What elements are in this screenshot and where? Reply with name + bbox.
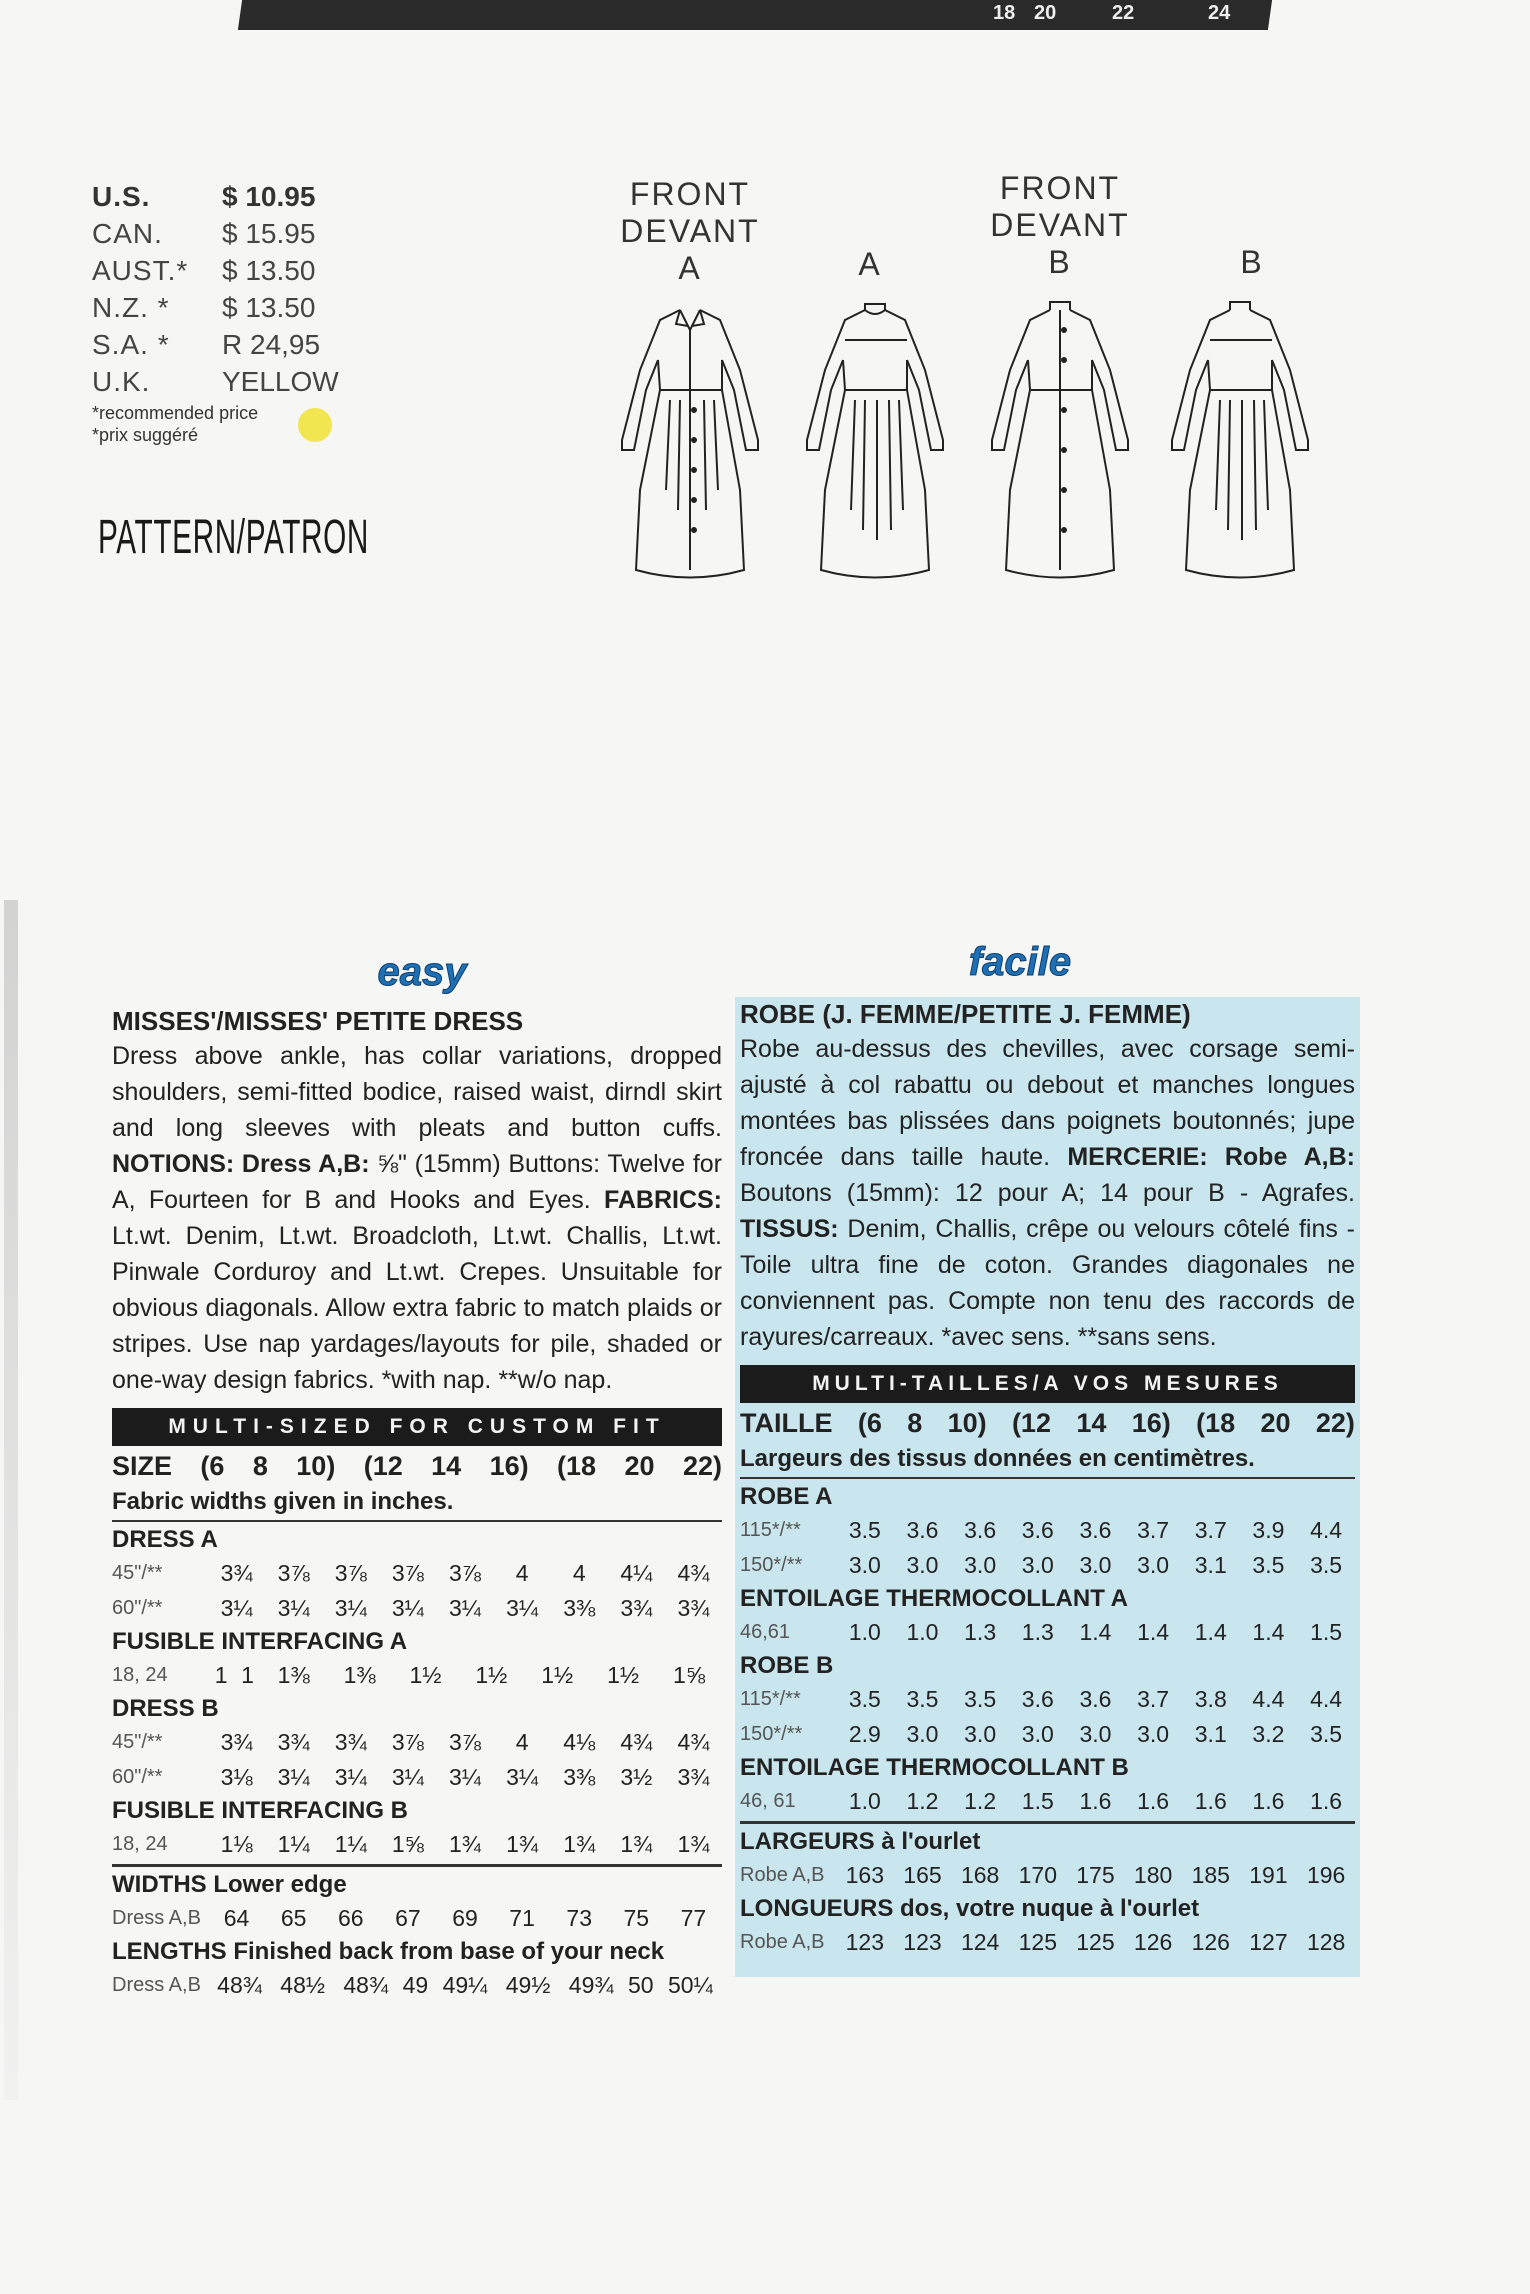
view-a-back-label: A [858,246,882,282]
table-cell: 126 [1133,1929,1173,1955]
row-label: 60"/** [112,1597,163,1619]
table-cell: 3¼ [220,1595,253,1621]
table-row [740,1615,1355,1650]
table-cell: 1¾ [449,1831,481,1857]
easy-label: easy [377,950,467,994]
top-size: 22 [1112,2,1135,24]
table-cell: 3½ [620,1764,653,1790]
view-a-front-label: FRONT DEVANT A [620,176,760,286]
table-cell: 4.4 [1310,1686,1343,1712]
table-cell: 3.0 [964,1721,997,1747]
price-row: S.A. * R 24,95 [92,328,321,360]
table-cell: 1.6 [1137,1788,1170,1814]
pattern-label: PATTERN/PATRON [98,511,370,564]
table-row [112,1725,722,1760]
price-row: N.Z. * $ 13.50 [92,291,316,323]
table-row [740,1717,1355,1752]
table-cell: 1 [214,1662,228,1688]
table-cell: 4¾ [620,1729,653,1755]
french-size-row: TAILLE (6 8 10) (12 14 16) (18 20 22) [740,1407,1355,1438]
table-cell: 123 [845,1929,885,1955]
table-cell: 1.0 [848,1788,881,1814]
table-cell: 3¼ [391,1764,424,1790]
table-cell: 3.0 [1079,1721,1112,1747]
table-cell: 1⅜ [343,1662,376,1688]
table-cell: 1½ [607,1662,640,1688]
table-cell: 1.5 [1310,1619,1343,1645]
table-cell: 1.6 [1252,1788,1285,1814]
table-cell: 3.0 [1137,1721,1170,1747]
table-cell: 4¾ [677,1729,710,1755]
table-cell: 3¾ [677,1595,710,1621]
table-cell: 1¾ [563,1831,596,1857]
row-label: Dress A,B [112,1907,201,1929]
table-cell: 3¼ [334,1595,367,1621]
table-cell: 175 [1076,1862,1115,1888]
row-label: 46,61 [740,1621,791,1643]
table-cell: 1¾ [506,1831,539,1857]
table-cell: 1.4 [1194,1619,1227,1645]
table-cell: 3.6 [906,1517,939,1543]
table-cell: 3.5 [848,1686,881,1712]
french-widths-title: LARGEURS à l'ourlet [740,1828,981,1855]
section-title: DRESS B [112,1695,219,1722]
english-size-row: SIZE (6 8 10) (12 14 16) (18 20 22) [112,1450,722,1481]
table-cell: 3.7 [1137,1517,1170,1543]
table-cell: 1¾ [620,1831,653,1857]
table-cell: 3¾ [620,1595,653,1621]
table-cell: 3.6 [1021,1686,1054,1712]
table-cell: 3.5 [1310,1721,1343,1747]
table-cell: 1 [241,1662,254,1688]
dress-a-back-drawing [807,304,943,578]
facile-label: facile [968,940,1072,984]
table-cell: 3¾ [277,1729,310,1755]
table-cell: 3¼ [334,1764,367,1790]
french-description: Robe au-dessus des chevilles, avec corsage semi-ajusté à col rabattu ou debout et manches longues montées bas plissées dans poignets boutonnés; jupe froncée dans taille haute. MERCERIE: Robe A,B: Boutons (15mm): 12 pour A; 14 pour B - Agrafes. TISSUS: Denim, Challis, crêpe ou velours côtelé fins - Toile ultra fine de coton. Grandes diagonales ne conviennent pas. Compte non tenu des raccords de rayures/carreaux. *avec sens. **sans sens. [740,1035,1356,1351]
table-cell: 168 [960,1862,1000,1888]
table-cell: 3.8 [1194,1686,1227,1712]
table-cell: 1¼ [334,1831,367,1857]
table-cell: 3.6 [1021,1517,1054,1543]
table-cell: 4 [515,1729,529,1755]
table-cell: 3.6 [1079,1517,1112,1543]
table-cell: 1⅝ [391,1831,424,1857]
table-cell: 1.4 [1137,1619,1170,1645]
top-size: 24 [1208,2,1231,24]
table-row [740,1513,1355,1548]
table-row [112,1658,722,1693]
table-cell: 1.0 [906,1619,939,1645]
table-cell: 125 [1018,1929,1057,1955]
section-title: FUSIBLE INTERFACING A [112,1628,408,1655]
table-cell: 2.9 [848,1721,881,1747]
row-label: Robe A,B [740,1864,825,1886]
table-cell: 3⅛ [220,1764,253,1790]
french-widths-table [740,1858,1355,1893]
table-cell: 126 [1191,1929,1230,1955]
table-cell: 49 [402,1972,429,1998]
table-cell: 3.0 [1137,1552,1170,1578]
table-cell: 1.3 [1021,1619,1054,1645]
table-cell: 191 [1249,1862,1288,1888]
table-cell: 75 [623,1905,650,1931]
french-multisize-bar: MULTI-TAILLES/A VOS MESURES [740,1365,1355,1403]
table-cell: 49½ [505,1972,551,1998]
row-label: 46, 61 [740,1790,796,1812]
table-cell: 3¼ [506,1595,539,1621]
table-cell: 3.7 [1194,1517,1227,1543]
english-widths-note: Fabric widths given in inches. [112,1488,454,1515]
french-yardage-table [740,1481,1355,1819]
table-row [112,1827,722,1862]
price-row: AUST.* $ 13.50 [92,254,316,286]
table-cell: 3¼ [449,1764,481,1790]
table-cell: 3⅜ [563,1595,596,1621]
row-label: 45"/** [112,1731,163,1753]
section-table [112,1658,722,1693]
french-section [740,997,1355,1960]
table-row [740,1784,1355,1819]
table-cell: 1.6 [1079,1788,1112,1814]
table-cell: 3⅜ [563,1764,596,1790]
table-cell: 163 [845,1862,885,1888]
table-cell: 48¾ [217,1972,262,1998]
section-title: DRESS A [112,1526,218,1553]
garment-illustrations [600,290,1320,590]
section-table [112,1827,722,1862]
table-cell: 1.2 [964,1788,997,1814]
section-table [740,1784,1355,1819]
table-cell: 1¼ [277,1831,310,1857]
table-cell: 1.6 [1194,1788,1227,1814]
price-row: U.S. $ 10.95 [92,180,316,212]
row-label: Dress A,B [112,1974,201,1996]
price-list [92,178,352,400]
dress-a-front-drawing [622,310,758,578]
table-cell: 3¼ [506,1764,539,1790]
english-lengths-table [112,1968,722,2003]
table-cell: 4¾ [677,1560,710,1586]
table-cell: 128 [1306,1929,1346,1955]
table-cell: 1½ [541,1662,574,1688]
table-cell: 4¼ [620,1560,653,1586]
table-cell: 3¾ [677,1764,710,1790]
table-row [112,1556,722,1591]
price-row: CAN. $ 15.95 [92,217,316,249]
english-section [112,1004,722,2003]
row-label: Robe A,B [740,1931,825,1953]
table-cell: 3¾ [220,1560,253,1586]
table-cell: 3.7 [1137,1686,1170,1712]
table-cell: 3.5 [848,1517,881,1543]
row-label: 60"/** [112,1766,163,1788]
table-cell: 1.5 [1021,1788,1054,1814]
top-size: 18 [993,2,1016,24]
table-cell: 3¾ [334,1729,367,1755]
english-multisize-bar: MULTI-SIZED FOR CUSTOM FIT [112,1408,722,1446]
top-size-labels [0,0,1530,30]
english-widths-table [112,1901,722,1936]
table-cell: 1.4 [1252,1619,1285,1645]
section-table [740,1615,1355,1650]
table-cell: 3.5 [906,1686,939,1712]
table-row [112,1760,722,1795]
table-cell: 3.0 [848,1552,881,1578]
table-cell: 48½ [280,1972,326,1998]
price-row: U.K. YELLOW [92,365,339,397]
top-size: 20 [1034,2,1057,24]
table-cell: 49¾ [568,1972,614,1998]
table-cell: 73 [566,1905,592,1931]
section-table [112,1556,722,1626]
table-cell: 3.1 [1194,1552,1227,1578]
section-table [740,1513,1355,1583]
english-yardage-table [112,1524,722,1862]
table-cell: 3.5 [1252,1552,1285,1578]
table-cell: 127 [1249,1929,1288,1955]
table-cell: 3.0 [964,1552,997,1578]
french-lengths-table [740,1925,1355,1960]
table-cell: 3.2 [1252,1721,1285,1747]
table-cell: 1.0 [848,1619,881,1645]
row-label: 115*/** [740,1688,801,1710]
table-cell: 77 [680,1905,707,1931]
table-row [112,1968,722,2003]
table-cell: 3.0 [1021,1721,1054,1747]
table-cell: 4⅛ [563,1729,596,1755]
table-cell: 49¼ [442,1972,488,1998]
table-cell: 1½ [475,1662,508,1688]
table-cell: 67 [395,1905,421,1931]
table-cell: 1½ [409,1662,442,1688]
section-title: ROBE A [740,1483,833,1510]
table-row [740,1925,1355,1960]
table-cell: 1.2 [906,1788,939,1814]
row-label: 150*/** [740,1554,803,1576]
section-table [740,1682,1355,1752]
table-cell: 3⅞ [449,1560,481,1586]
table-cell: 185 [1191,1862,1230,1888]
table-cell: 180 [1133,1862,1173,1888]
table-cell: 196 [1306,1862,1346,1888]
section-table [112,1725,722,1795]
table-cell: 64 [223,1905,250,1931]
table-cell: 65 [280,1905,307,1931]
table-cell: 66 [337,1905,364,1931]
table-cell: 1¾ [677,1831,710,1857]
table-cell: 3.6 [1079,1686,1112,1712]
table-cell: 3⅞ [334,1560,367,1586]
table-cell: 4.4 [1310,1517,1343,1543]
row-label: 45"/** [112,1562,163,1584]
english-description: Dress above ankle, has collar variations, dropped shoulders, semi-fitted bodice, raised waist, dirndl skirt and long sleeves with pleats and button cuffs. NOTIONS: Dress A,B: ⅝" (15mm) Buttons: Twelve for A, Fourteen for B and Hooks and Eyes. FABRICS: Lt.wt. Denim, Lt.wt. Broadcloth, Lt.wt. Challis, Lt.wt. Pinwale Corduroy and Lt.wt. Crepes. Unsuitable for obvious diagonals. Allow extra fabric to match plaids or stripes. Use nap yardages/layouts for pile, shaded or one-way design fabrics. *with nap. **w/o nap. [112,1042,722,1394]
row-label: 18, 24 [112,1833,168,1855]
table-cell: 123 [903,1929,942,1955]
table-cell: 3⅞ [391,1729,424,1755]
left-edge-strip [4,900,18,2100]
table-cell: 1.3 [964,1619,997,1645]
row-label: 18, 24 [112,1664,168,1686]
french-widths-note: Largeurs des tissus données en centimètres. [740,1445,1255,1472]
row-label: 150*/** [740,1723,803,1745]
table-cell: 3.0 [906,1721,939,1747]
french-title: ROBE (J. FEMME/PETITE J. FEMME) [740,999,1191,1029]
table-row [740,1858,1355,1893]
table-cell: 3¼ [277,1595,310,1621]
table-cell: 1⅜ [277,1662,310,1688]
section-title: ENTOILAGE THERMOCOLLANT B [740,1754,1129,1781]
price-note: *recommended price *prix suggéré [92,403,259,445]
english-lengths-title: LENGTHS Finished back from base of your neck [112,1938,665,1965]
table-cell: 3.0 [1079,1552,1112,1578]
table-cell: 125 [1076,1929,1115,1955]
table-cell: 1.4 [1079,1619,1112,1645]
table-row [112,1591,722,1626]
table-cell: 3.6 [964,1517,997,1543]
table-cell: 3.9 [1252,1517,1285,1543]
table-cell: 3.5 [964,1686,997,1712]
table-cell: 3.1 [1194,1721,1227,1747]
table-cell: 69 [452,1905,478,1931]
table-cell: 3¼ [449,1595,481,1621]
table-cell: 4 [515,1560,529,1586]
dress-b-front-drawing [992,302,1128,578]
table-cell: 48¾ [343,1972,389,1998]
table-cell: 3¼ [391,1595,424,1621]
table-cell: 3.0 [1021,1552,1054,1578]
table-cell: 3⅞ [277,1560,310,1586]
table-row [112,1901,722,1936]
table-cell: 3.5 [1310,1552,1343,1578]
table-cell: 71 [509,1905,535,1931]
table-cell: 50 [627,1972,654,1998]
table-cell: 3⅞ [449,1729,481,1755]
table-cell: 1.6 [1310,1788,1343,1814]
yellow-price-dot [298,408,332,442]
english-title: MISSES'/MISSES' PETITE DRESS [112,1006,524,1036]
row-label: 115*/** [740,1519,801,1541]
table-cell: 4.4 [1252,1686,1285,1712]
section-title: FUSIBLE INTERFACING B [112,1797,409,1824]
table-cell: 170 [1018,1862,1057,1888]
table-cell: 3¼ [277,1764,310,1790]
view-b-front-label: FRONT DEVANT B [990,170,1130,280]
view-b-back-label: B [1240,244,1264,280]
dress-b-back-drawing [1172,302,1308,578]
table-cell: 124 [960,1929,1000,1955]
table-row [740,1548,1355,1583]
table-cell: 4 [572,1560,586,1586]
section-title: ROBE B [740,1652,834,1679]
table-cell: 165 [903,1862,942,1888]
table-cell: 50¼ [668,1972,713,1998]
table-row [740,1682,1355,1717]
section-title: ENTOILAGE THERMOCOLLANT A [740,1585,1128,1612]
table-cell: 3⅞ [391,1560,424,1586]
french-lengths-title: LONGUEURS dos, votre nuque à l'ourlet [740,1895,1200,1922]
table-cell: 1⅛ [220,1831,253,1857]
table-cell: 3.0 [906,1552,939,1578]
table-cell: 1⅝ [673,1662,706,1688]
english-widths-title: WIDTHS Lower edge [112,1871,347,1898]
table-cell: 3¾ [220,1729,253,1755]
